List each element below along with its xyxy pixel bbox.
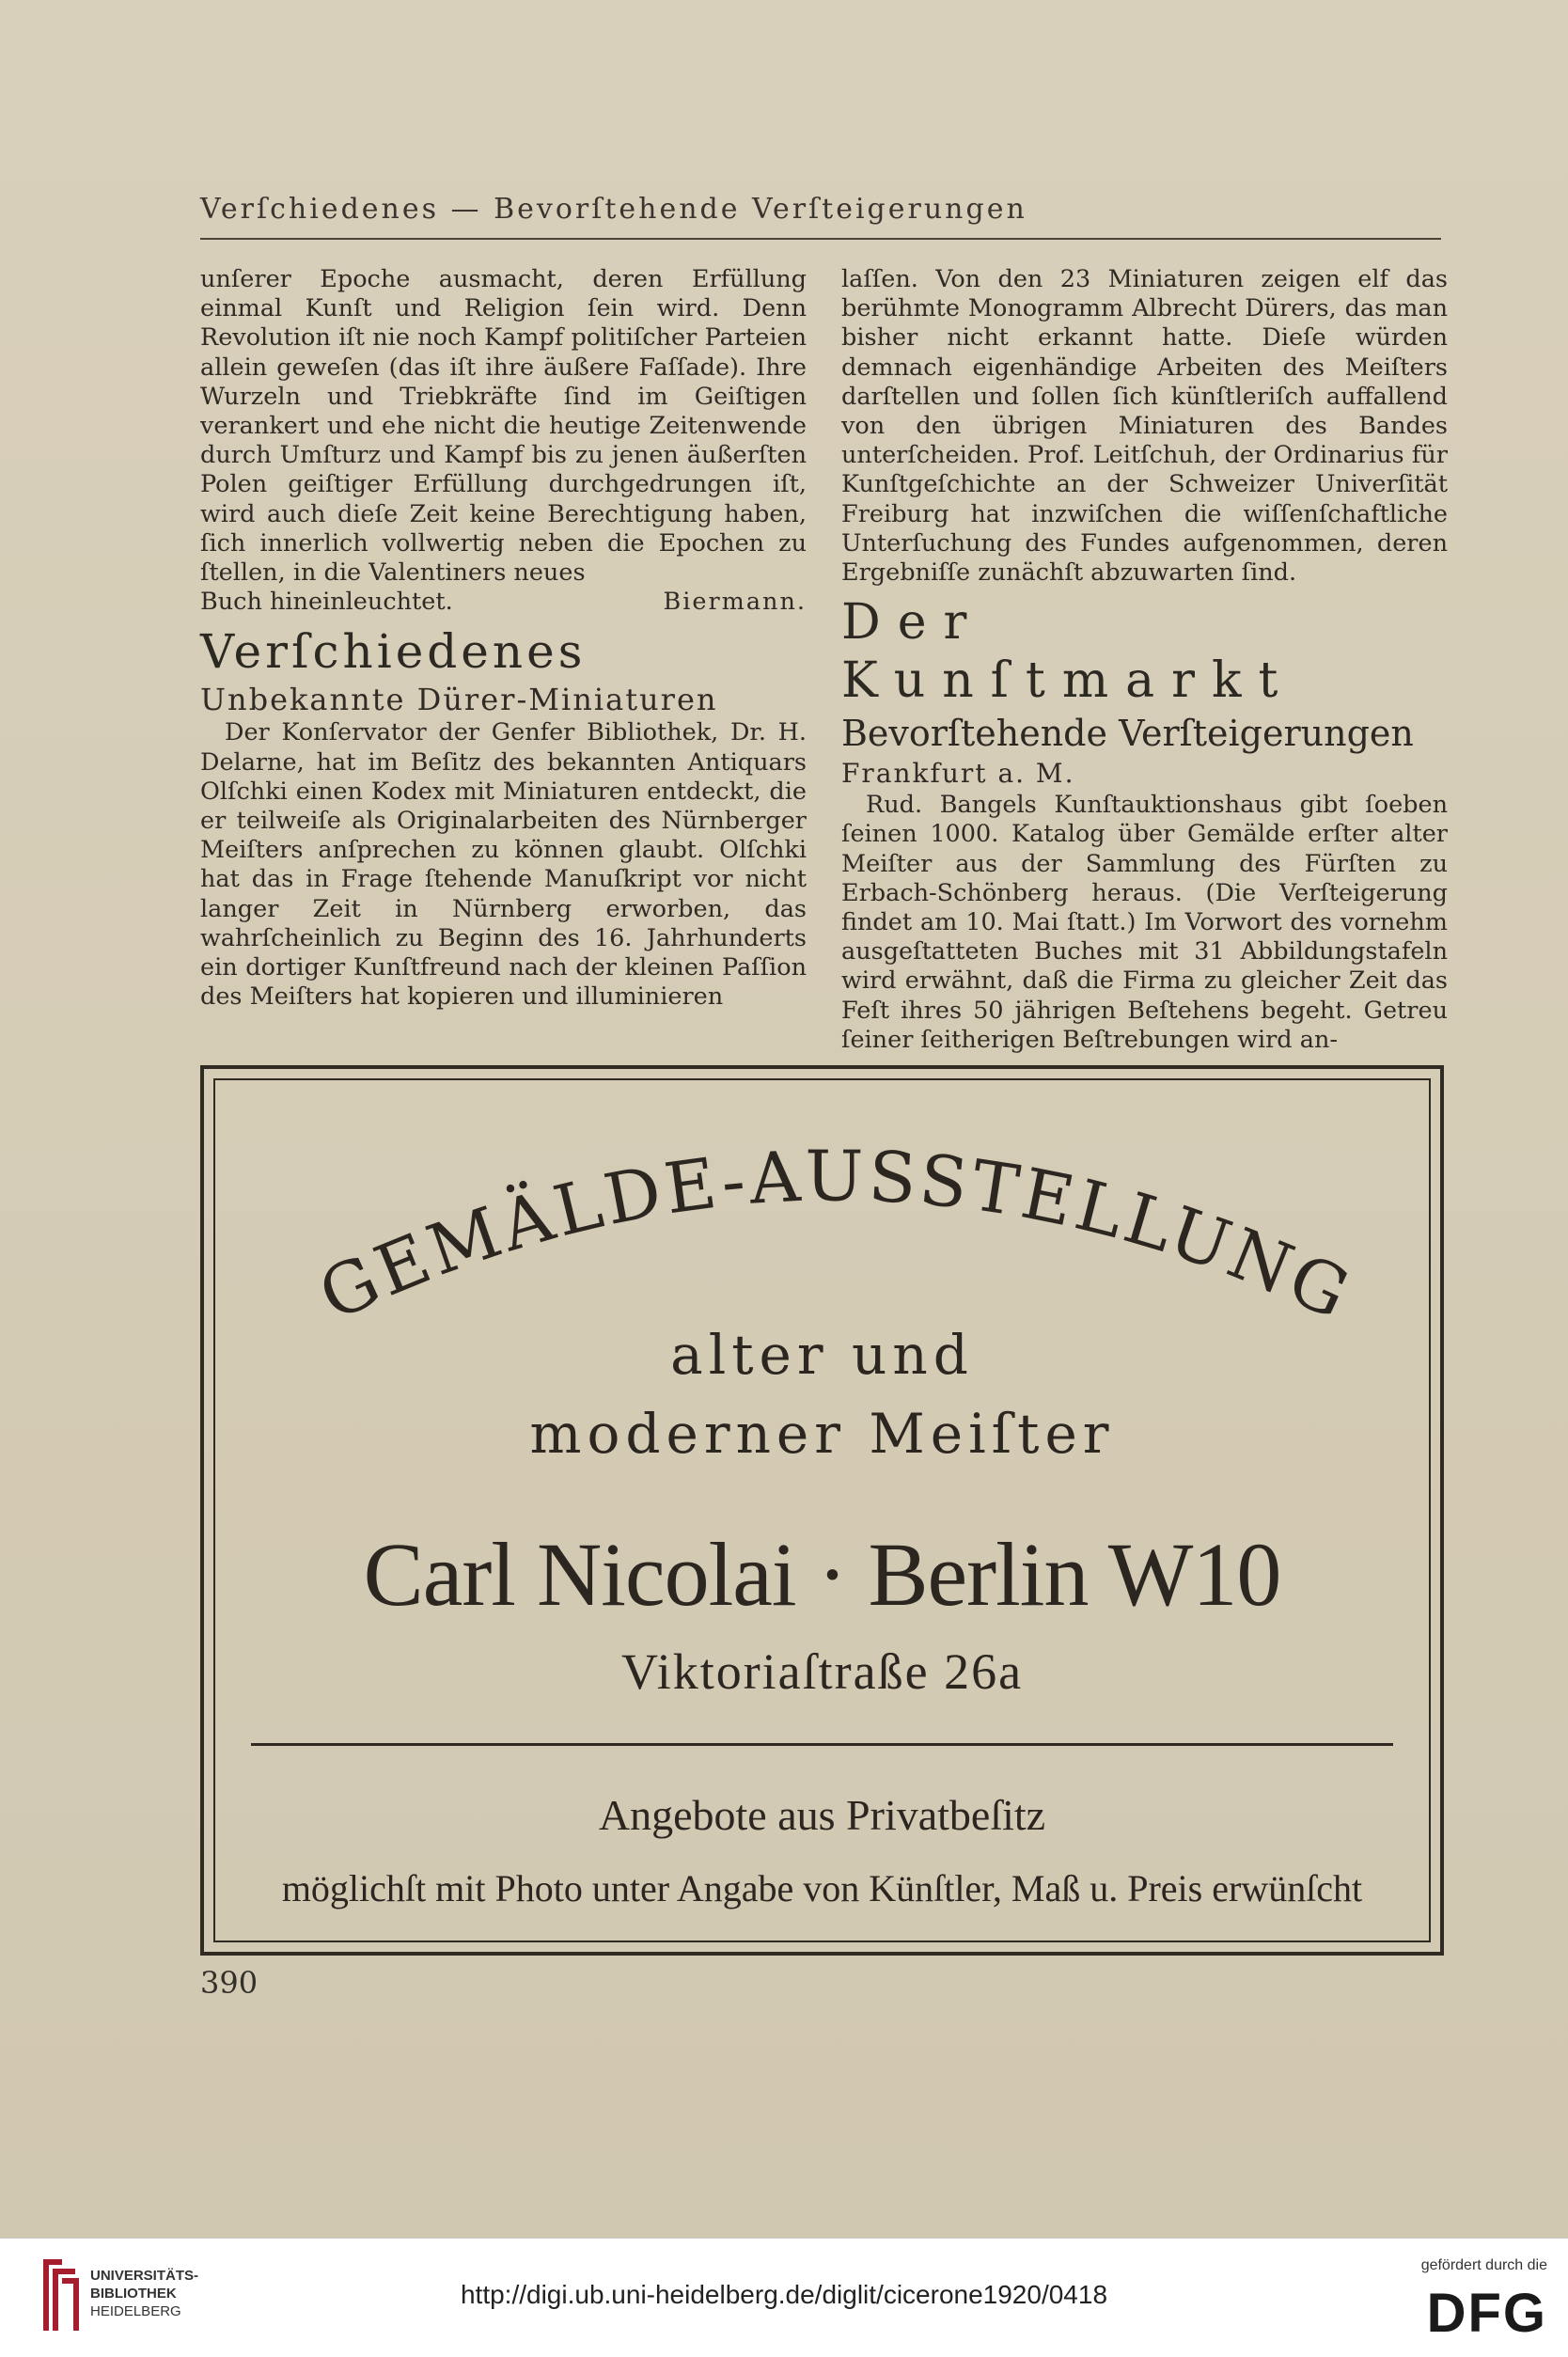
- funder-caption: gefördert durch die: [1420, 2257, 1547, 2273]
- library-line-3: HEIDELBERG: [90, 2303, 181, 2319]
- ad-divider: [251, 1743, 1393, 1746]
- subheading-versteigerungen: Bevorſtehende Verſteigerungen: [841, 713, 1414, 755]
- library-line-1: UNIVERSITÄTS-: [90, 2268, 199, 2284]
- duerer-paragraph: Der Konſervator der Genfer Bibliothek, Dr. H. Delarne, hat im Beſitz des bekannten Antiquars Olſchki einen Kodex mit Miniaturen entdeckt, die er teilweiſe als Originalarbeiten des Nürnberger Meiſters anſprechen zu können glaubt. Olſchki hat das in Frage ſtehende Manuſkript vor nicht langer Zeit in Nürnberg erworben, das wahrſcheinlich zu Beginn des 16. Jahrhunderts ein dortiger Kunſtfreund nach der kleinen Paſſion des Meiſters hat kopieren und illuminieren: [200, 718, 807, 1012]
- svg-text:GEMÄLDE-AUSSTELLUNG: [307, 1136, 1364, 1336]
- ad-street-address: Viktoriaſtraße 26a: [620, 1643, 1024, 1700]
- permalink-url[interactable]: http://digi.ub.uni-heidelberg.de/diglit/cicerone1920/0418: [460, 2280, 1108, 2309]
- page-number: 390: [200, 1965, 259, 2001]
- arched-title: [253, 1099, 1419, 1343]
- dfg-logo-icon: DFG: [1426, 2283, 1547, 2344]
- arched-title-text: GEMÄLDE-AUSSTELLUNG: [307, 1136, 1364, 1337]
- subheading-duerer: Unbekannte Dürer-Miniaturen: [200, 682, 718, 718]
- left-column: [200, 265, 807, 1012]
- location-heading: Frankfurt a. M.: [841, 758, 1075, 790]
- section-heading-kunstmarkt: Der Kunſtmarkt: [841, 594, 1295, 710]
- author-signature: Biermann.: [663, 588, 807, 617]
- ad-line-alter: alter und: [670, 1323, 974, 1387]
- advertisement-inner-frame: [213, 1078, 1431, 1942]
- advertisement: [200, 1065, 1444, 1956]
- ad-dealer-name: Carl Nicolai · Berlin W10: [363, 1524, 1281, 1625]
- ad-line-moderner: moderner Meiſter: [529, 1402, 1115, 1466]
- auction-paragraph: Rud. Bangels Kunſtauktionshaus gibt ſoeben ſeinen 1000. Katalog über Gemälde erſter alter Meiſter aus der Sammlung des Fürſten zu Erbach-Schönberg heraus. (Die Verſteigerung findet am 10. Mai ſtatt.) Im Vorwort des vornehm ausgeſtatteten Buches mit 31 Abbildungstafeln wird erwähnt, daß die Firma zu gleicher Zeit das Feſt ihres 50 jährigen Beſtehens begeht. Getreu ſeiner ſeitherigen Beſtrebungen wird an-: [841, 791, 1448, 1054]
- intro-last-line: Buch hineinleuchtet.: [200, 588, 453, 617]
- ad-offer: Angebote aus Privatbeſitz: [598, 1791, 1046, 1839]
- section-heading-verschiedenes: Verſchiedenes: [200, 624, 587, 680]
- running-head: Verſchiedenes — Bevorſtehende Verſteigerungen: [200, 193, 1027, 226]
- ad-offer-detail: möglichſt mit Photo unter Angabe von Künſtler, Maß u. Preis erwünſcht: [281, 1867, 1363, 1909]
- right-column: [841, 265, 1448, 1055]
- continued-paragraph: laſſen. Von den 23 Miniaturen zeigen elf das berühmte Monogramm Albrecht Dürers, das man bisher nicht erkannt hatte. Dieſe würden demnach eigenhändige Arbeiten des Meiſters darſtellen und ſollen ſich künſtleriſch auffallend von den übrigen Miniaturen des Bandes unterſcheiden. Prof. Leitſchuh, der Ordinarius für Kunſtgeſchichte an der Schweizer Univerſität Freiburg hat inzwiſchen die wiſſenſchaftliche Unterſuchung des Fundes aufgenommen, deren Ergebniſſe zunächſt abzuwarten ſind.: [841, 265, 1448, 588]
- library-line-2: BIBLIOTHEK: [90, 2286, 177, 2302]
- digitization-footer: [0, 2238, 1568, 2357]
- header-rule: [200, 238, 1441, 240]
- intro-closing-line: [200, 588, 807, 617]
- intro-paragraph: unſerer Epoche ausmacht, deren Erfüllung einmal Kunſt und Religion ſein wird. Denn Revolution iſt nie noch Kampf politiſcher Parteien allein geweſen (das iſt ihre äußere Faſſade). Ihre Wurzeln und Triebkräfte ſind im Geiſtigen verankert und ehe nicht die heutige Zeitenwende durch Umſturz und Kampf bis zu jenen äußerſten Polen geiſtiger Erfüllung durchgedrungen iſt, wird auch dieſe Zeit keine Berechtigung haben, ſich innerlich vollwertig neben die Epochen zu ſtellen, in die Valentiners neues: [200, 265, 807, 588]
